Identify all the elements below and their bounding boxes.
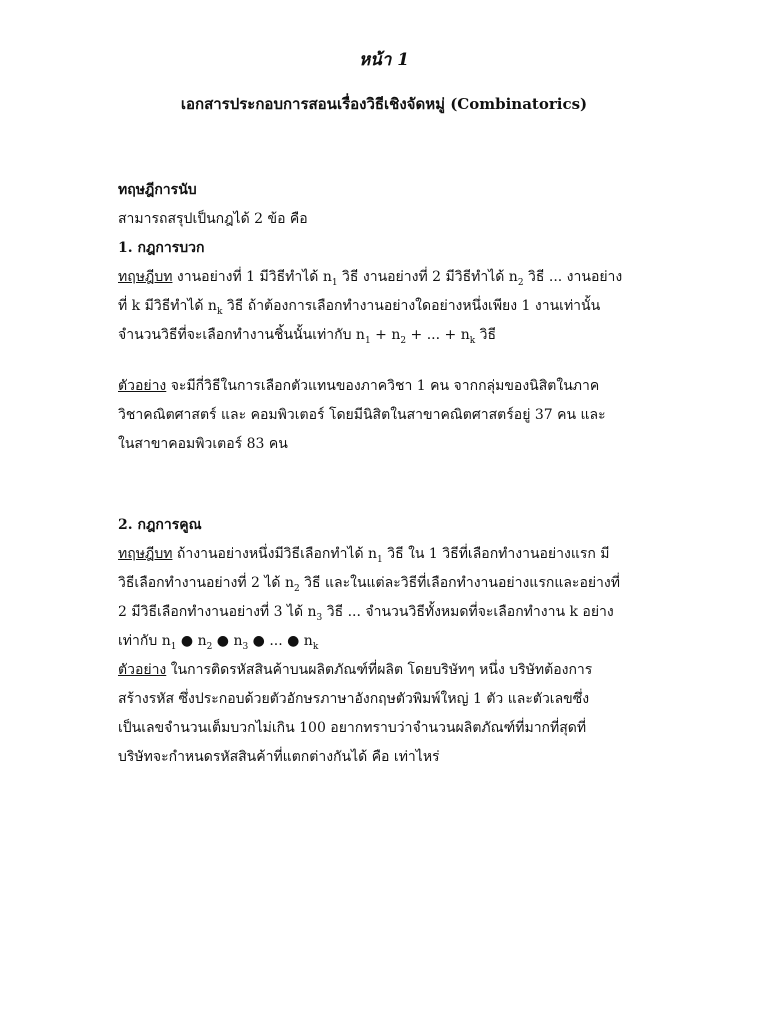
multiplication-theorem-line-3: 2 มีวิธีเลือกทำงานอย่างที่ 3 ได้ $n_3$ วิธี ... จำนวนวิธีทั้งหมดที่จะเลือกทำงาน k อย่าง [118, 604, 614, 623]
theorem-label: ทฤษฎีบท [118, 546, 173, 562]
page-number: หน้า 1 [358, 50, 410, 70]
multiplication-rule-heading: 2. กฎการคูณ [118, 517, 202, 533]
multiplication-example-line-1: ตัวอย่าง ในการติดรหัสสินค้าบนผลิตภัณฑ์ที่ผลิต โดยบริษัทๆ หนึ่ง บริษัทต้องการ [118, 662, 593, 678]
counting-heading: ทฤษฎีการนับ [118, 182, 197, 198]
addition-theorem-line-3: จำนวนวิธีที่จะเลือกทำงานชิ้นนั้นเท่ากับ $n_1 + n_2$ + ... + $n_k$ วิธี [118, 327, 497, 346]
document-title: เอกสารประกอบการสอนเรื่องวิธีเชิงจัดหมู่ (Combinatorics) [180, 95, 588, 113]
addition-example-line-1: ตัวอย่าง จะมีกี่วิธีในการเลือกตัวแทนของภาควิชา 1 คน จากกลุ่มของนิสิตในภาค [118, 378, 600, 394]
addition-theorem-line-2: ที่ k มีวิธีทำได้ $n_k$ วิธี ถ้าต้องการเลือกทำงานอย่างใดอย่างหนึ่งเพียง 1 งานเท่านั้น [118, 298, 601, 317]
spacer [118, 350, 688, 372]
example-label: ตัวอย่าง [118, 662, 167, 678]
addition-example-line-3: ในสาขาคอมพิวเตอร์ 83 คน [118, 436, 288, 452]
spacer [118, 459, 688, 511]
multiplication-theorem-line-2: วิธีเลือกทำงานอย่างที่ 2 ได้ $n_2$ วิธี และในแต่ละวิธีที่เลือกทำงานอย่างแรกและอย่างที่ [118, 575, 620, 594]
addition-rule-heading: 1. กฎการบวก [118, 240, 205, 256]
theorem-label: ทฤษฎีบท [118, 269, 173, 285]
multiplication-theorem-line-1: ทฤษฎีบท ถ้างานอย่างหนึ่งมีวิธีเลือกทำได้ $n_1$ วิธี ใน 1 วิธีที่เลือกทำงานอย่างแรก มี [118, 546, 610, 565]
multiplication-example-line-4: บริษัทจะกำหนดรหัสสินค้าที่แตกต่างกันได้ คือ เท่าไหร่ [118, 749, 440, 765]
counting-intro: สามารถสรุปเป็นกฎได้ 2 ข้อ คือ [118, 211, 308, 227]
multiplication-example-line-2: สร้างรหัส ซึ่งประกอบด้วยตัวอักษรภาษาอังกฤษตัวพิมพ์ใหญ่ 1 ตัว และตัวเลขซึ่ง [118, 691, 590, 707]
document-body [118, 176, 688, 772]
example-label: ตัวอย่าง [118, 378, 167, 394]
multiplication-theorem-line-4: เท่ากับ $n_1$ ● $n_2$ ● $n_3$ ● ... ● $n_k$ [118, 633, 319, 652]
addition-theorem-line-1: ทฤษฎีบท งานอย่างที่ 1 มีวิธีทำได้ $n_1$ วิธี งานอย่างที่ 2 มีวิธีทำได้ $n_2$ วิธี ... งานอย่าง [118, 269, 623, 288]
multiplication-example-line-3: เป็นเลขจำนวนเต็มบวกไม่เกิน 100 อยากทราบว่าจำนวนผลิตภัณฑ์ที่มากที่สุดที่ [118, 720, 587, 736]
addition-example-line-2: วิชาคณิตศาสตร์ และ คอมพิวเตอร์ โดยมีนิสิตในสาขาคณิตศาสตร์อยู่ 37 คน และ [118, 407, 606, 423]
